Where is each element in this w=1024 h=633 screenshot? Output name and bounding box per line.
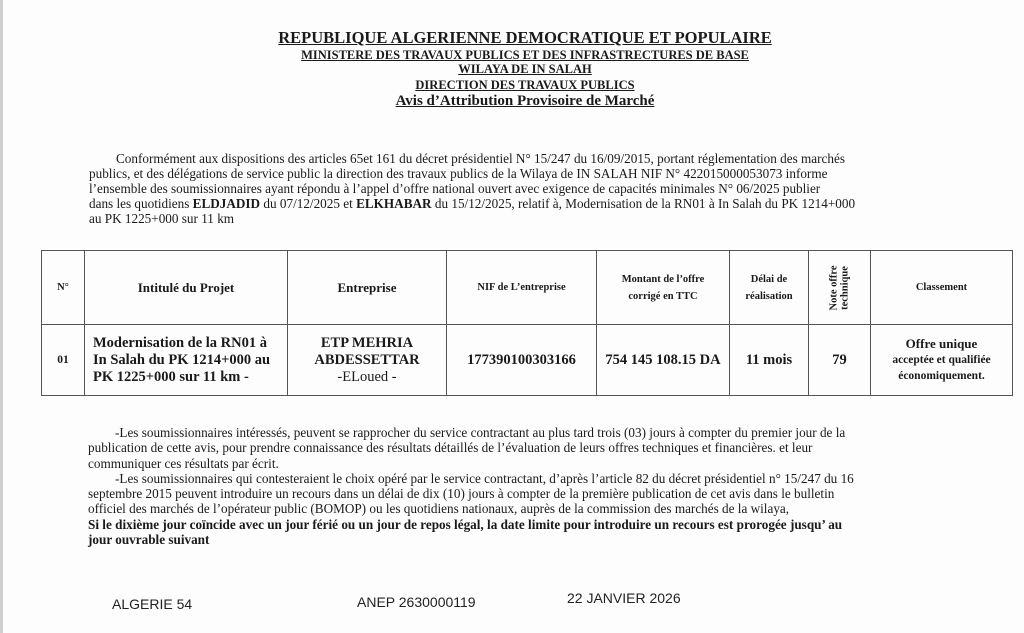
notice-title: Avis d’Attribution Provisoire de Marché	[395, 93, 655, 109]
intro-line	[89, 196, 989, 211]
cell-number: 01	[42, 325, 85, 396]
header-project: Intitulé du Projet	[85, 251, 288, 325]
notes-line: officiel des marchés de l’opérateur public (BOMOP) ou les quotidiens nationaux, auprès de la commission des marchés de la wilaya,	[88, 501, 790, 517]
intro-line: au PK 1225+000 sur 11 km	[89, 211, 235, 226]
notes-bold-line: jour ouvrable suivant	[88, 532, 210, 548]
header-nif: NIF de L’entreprise	[447, 251, 597, 325]
header-amount	[597, 251, 730, 325]
cell-ranking	[871, 325, 1013, 396]
document-header	[0, 30, 1024, 109]
ranking-line: Offre unique	[905, 336, 978, 351]
cell-project	[85, 325, 288, 396]
header-amount-line: corrigé en TTC	[628, 290, 698, 302]
header-technical-score	[809, 251, 871, 325]
project-line: Modernisation de la RN01 à	[93, 334, 267, 351]
ministry-heading: MINISTERE DES TRAVAUX PUBLICS ET DES INFRASTRECTURES DE BASE	[301, 47, 749, 62]
intro-text: dans les quotidiens	[89, 196, 193, 211]
notes-line: communiquer ces résultats par écrit.	[88, 455, 279, 471]
footer-date: 22 JANVIER 2026	[567, 590, 681, 606]
newspaper-name: ELDJADID	[192, 196, 261, 211]
table-row	[42, 325, 1013, 396]
company-line: ETP MEHRIA	[320, 334, 414, 351]
cell-company	[288, 325, 447, 396]
direction-heading: DIRECTION DES TRAVAUX PUBLICS	[415, 77, 635, 92]
cell-nif: 177390100303166	[447, 325, 597, 396]
company-location: -ELoued -	[337, 368, 397, 385]
award-table	[41, 250, 1013, 396]
header-amount-line: Montant de l’offre	[621, 273, 705, 285]
header-ranking: Classement	[871, 251, 1013, 325]
intro-text: du 15/12/2025, relatif à, Modernisation de la RN01 à In Salah du PK 1214+000	[431, 196, 856, 211]
notes-line: -Les soumissionnaires intéressés, peuvent se rapprocher du service contractant au plus tard trois (03) jours à compter du premier jour de la	[115, 425, 846, 440]
header-number: N°	[42, 251, 85, 325]
footer-newspaper: ALGERIE 54	[112, 596, 193, 612]
project-line: PK 1225+000 sur 11 km -	[93, 368, 249, 385]
header-delay	[730, 251, 809, 325]
notes-line: publication de cette avis, pour prendre connaissance des résultats détaillés de l’évaluation de leurs offres techniques et financières. et leur	[88, 440, 813, 456]
ranking-line: acceptée et qualifiée	[892, 354, 991, 366]
intro-line: Conformément aux dispositions des articles 65et 161 du décret présidentiel N° 15/247 du 16/09/2015, portant réglementation des marchés	[116, 151, 845, 166]
company-line: ABDESSETTAR	[314, 351, 420, 368]
notes-line: septembre 2015 peuvent introduire un recours dans un délai de dix (10) jours à compter de la première publication de cet avis dans le bulletin	[88, 486, 835, 502]
header-delay-line: réalisation	[745, 290, 793, 302]
cell-technical-score: 79	[809, 325, 871, 396]
newspaper-name: ELKHABAR	[356, 196, 432, 211]
intro-text: du 07/12/2025 et	[260, 196, 357, 211]
notes-bold-line: Si le dixième jour coïncide avec un jour férié ou un jour de repos légal, la date limite pour introduire un recours est prorogée jusqu’ au	[88, 516, 843, 532]
header-note-line: technique	[839, 265, 851, 310]
header-company: Entreprise	[288, 251, 447, 325]
header-note-line: Note offre	[828, 265, 840, 310]
intro-line: publics, et des délégations de service public la direction des travaux publics de la Wilaya de IN SALAH NIF N° 422015000053073 informe	[89, 166, 828, 181]
intro-paragraph	[89, 151, 989, 226]
notes-section	[88, 425, 968, 547]
notes-line: -Les soumissionnaires qui contesteraient le choix opéré par le service contractant, d’après l’article 82 du décret présidentiel n° 15/247 du 16	[115, 470, 854, 486]
table-header-row	[42, 251, 1013, 325]
project-line: In Salah du PK 1214+000 au	[93, 351, 271, 368]
republic-heading: REPUBLIQUE ALGERIENNE DEMOCRATIQUE ET POPULAIRE	[278, 28, 772, 47]
wilaya-heading: WILAYA DE IN SALAH	[458, 62, 592, 76]
ranking-line: économiquement.	[898, 370, 985, 382]
footer-anep-reference: ANEP 2630000119	[357, 594, 476, 610]
cell-amount: 754 145 108.15 DA	[597, 325, 730, 396]
cell-delay: 11 mois	[730, 325, 809, 396]
header-delay-line: Délai de	[750, 273, 788, 285]
intro-line: l’ensemble des soumissionnaires ayant répondu à l’appel d’offre national ouvert avec exigence de capacités minimales N° 06/2025 publier	[89, 181, 821, 196]
